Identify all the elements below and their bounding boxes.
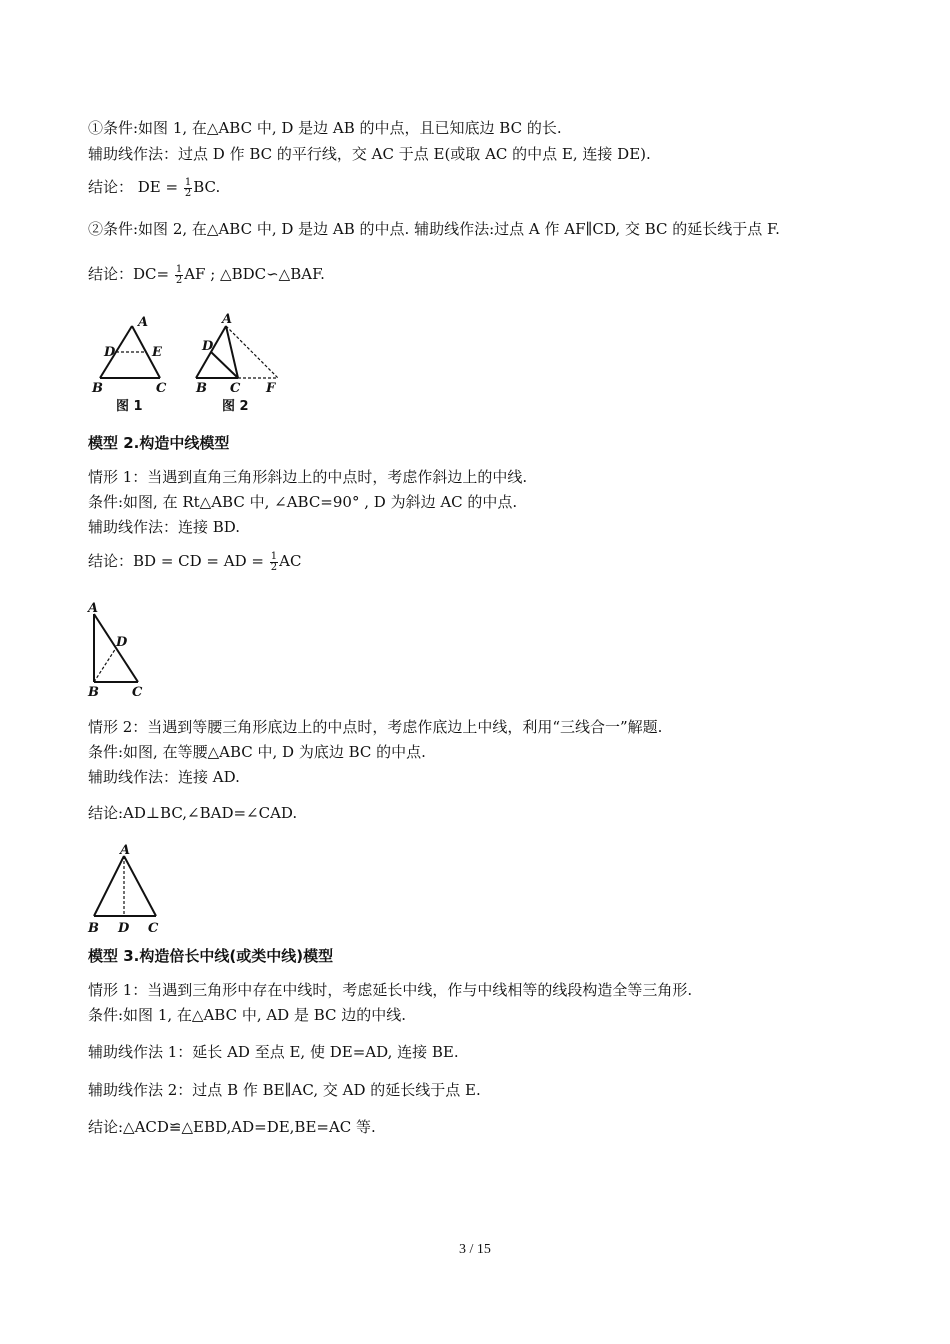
conclusion-3-suffix: AC xyxy=(279,552,302,570)
fraction-half: $\frac{1}{2}$ xyxy=(184,176,192,199)
aux-method-5b: 辅助线作法 2：过点 B 作 BE∥AC, 交 AD 的延长线于点 E. xyxy=(88,1081,481,1099)
fig1-label-e: E xyxy=(152,345,162,360)
fig3-label-b: B xyxy=(88,685,99,700)
conclusion-5: 结论:△ACD≌△EBD,AD=DE,BE=AC 等. xyxy=(88,1118,376,1136)
figure-1 xyxy=(91,315,167,414)
case-1-text: 情形 1：当遇到直角三角形斜边上的中点时，考虑作斜边上的中线. xyxy=(88,468,528,486)
aux-method-4: 辅助线作法：连接 AD. xyxy=(88,768,240,786)
conclusion-1-prefix: 结论： DE = xyxy=(88,178,183,196)
fig2-label-f: F xyxy=(266,381,276,396)
case-2-text: 情形 2：当遇到等腰三角形底边上的中点时，考虑作底边上中线，利用“三线合一”解题. xyxy=(88,718,663,736)
page-number: 3 / 15 xyxy=(459,1242,491,1257)
condition-4: 条件:如图, 在等腰△ABC 中, D 为底边 BC 的中点. xyxy=(88,743,426,761)
figure-isosceles-triangle xyxy=(86,842,166,938)
aux-method-3: 辅助线作法：连接 BD. xyxy=(88,518,241,536)
conclusion-3-prefix: 结论：BD = CD = AD = xyxy=(88,552,269,570)
fig2-caption: 图 2 xyxy=(222,399,249,414)
fig3-label-c: C xyxy=(132,685,143,700)
fig1-caption: 图 1 xyxy=(116,399,143,414)
heading-model-2: 模型 2.构造中线模型 xyxy=(88,434,230,452)
heading-model-3: 模型 3.构造倍长中线(或类中线)模型 xyxy=(88,947,334,965)
conclusion-2-prefix: 结论：DC= xyxy=(88,265,174,283)
conclusion-4: 结论:AD⊥BC,∠BAD=∠CAD. xyxy=(88,804,298,822)
figure-1-and-2 xyxy=(88,308,298,416)
fraction-half: $\frac{1}{2}$ xyxy=(175,263,183,286)
case-1-model-3: 情形 1：当遇到三角形中存在中线时，考虑延长中线，作与中线相等的线段构造全等三角形. xyxy=(88,981,693,999)
conclusion-2-suffix: AF ; △BDC∽△BAF. xyxy=(184,265,325,283)
conclusion-1-suffix: BC. xyxy=(193,178,221,196)
fig4-label-a: A xyxy=(120,843,131,858)
aux-method-1: 辅助线作法：过点 D 作 BC 的平行线，交 AC 于点 E(或取 AC 的中点 E, 连接 DE). xyxy=(88,145,651,163)
fig4-label-b: B xyxy=(88,921,99,936)
fig1-label-d: D xyxy=(104,345,116,360)
figure-right-triangle xyxy=(86,598,156,702)
aux-method-5a: 辅助线作法 1：延长 AD 至点 E, 使 DE=AD, 连接 BE. xyxy=(88,1043,459,1061)
condition-1: ①条件:如图 1, 在△ABC 中, D 是边 AB 的中点，且已知底边 BC 的长. xyxy=(88,119,562,137)
condition-2: ②条件:如图 2, 在△ABC 中, D 是边 AB 的中点. 辅助线作法:过点 A 作 AF∥CD, 交 BC 的延长线于点 F. xyxy=(88,220,780,238)
conclusion-3 xyxy=(88,551,301,573)
fraction-half: $\frac{1}{2}$ xyxy=(270,550,278,573)
conclusion-2 xyxy=(88,264,325,286)
condition-5: 条件:如图 1, 在△ABC 中, AD 是 BC 边的中线. xyxy=(88,1006,407,1024)
fig1-label-a: A xyxy=(138,315,149,330)
figure-2 xyxy=(195,312,278,414)
fig2-label-d: D xyxy=(202,339,214,354)
fig3-label-d: D xyxy=(116,635,128,650)
fig2-label-c: C xyxy=(230,381,241,396)
fig2-label-a: A xyxy=(222,312,233,327)
conclusion-1 xyxy=(88,177,220,199)
fig4-label-c: C xyxy=(148,921,159,936)
fig3-label-a: A xyxy=(88,601,99,616)
fig1-label-c: C xyxy=(156,381,167,396)
fig1-label-b: B xyxy=(92,381,103,396)
condition-3: 条件:如图, 在 Rt△ABC 中, ∠ABC=90° , D 为斜边 AC 的中点. xyxy=(88,493,518,511)
fig2-label-b: B xyxy=(196,381,207,396)
fig4-label-d: D xyxy=(118,921,130,936)
